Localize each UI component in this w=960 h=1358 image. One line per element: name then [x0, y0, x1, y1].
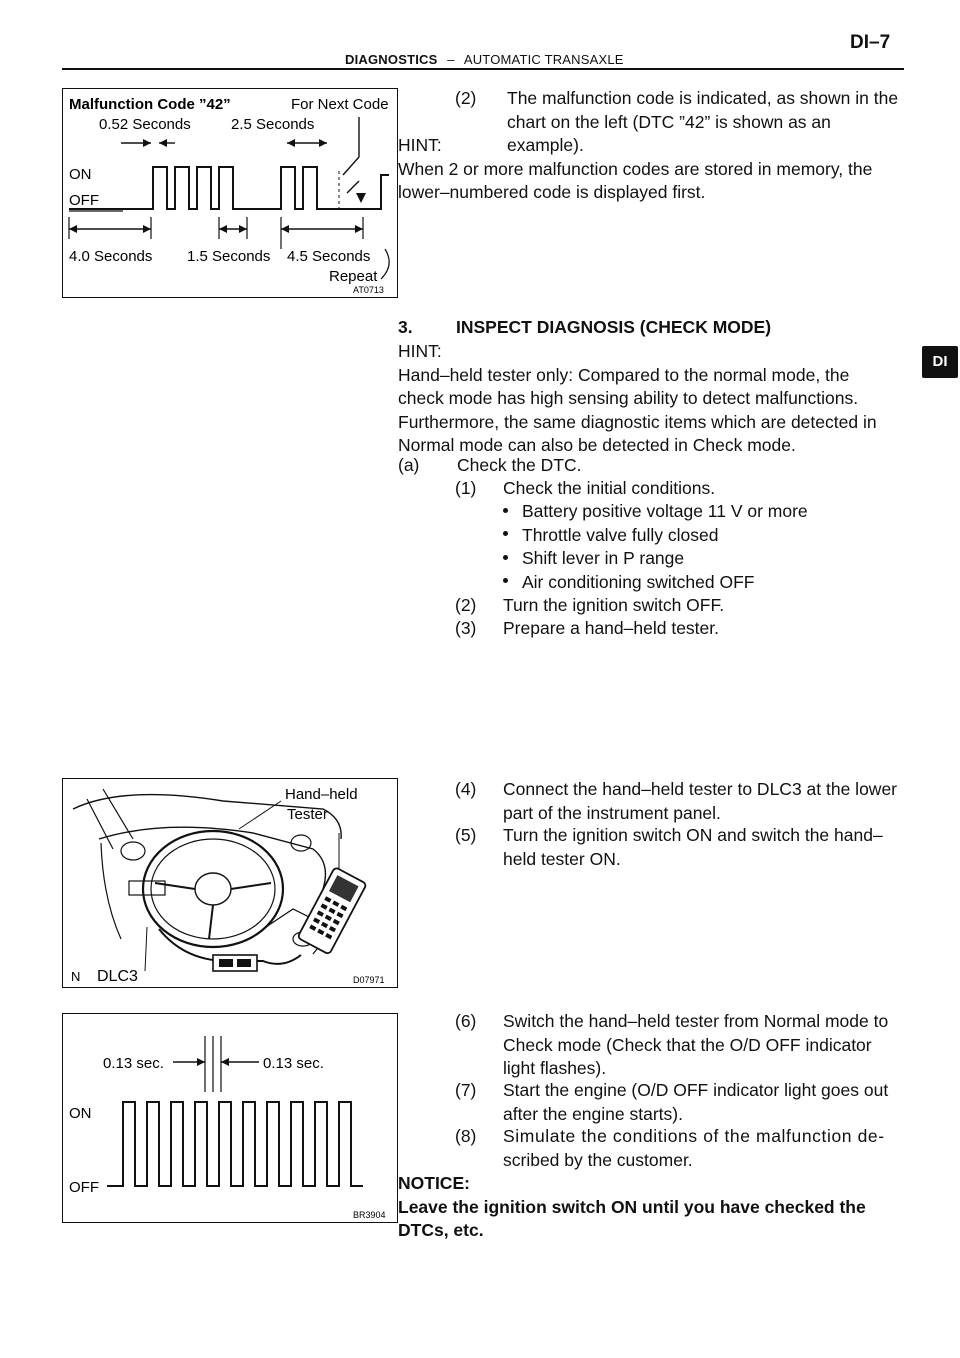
- fig3-right-sec: 0.13 sec.: [263, 1055, 324, 1072]
- hint-1-block: [398, 134, 910, 205]
- step-8: [455, 1125, 910, 1172]
- step-8-line2: scribed by the customer.: [503, 1149, 693, 1170]
- section-tab: DI: [922, 346, 958, 378]
- step-6-line2: Check mode (Check that the O/D OFF indicator: [503, 1034, 872, 1055]
- condition-list: [503, 500, 913, 594]
- fig3-code: BR3904: [353, 1210, 386, 1220]
- section-3-heading: [398, 316, 910, 340]
- step-5-number: (5): [455, 825, 477, 845]
- condition-battery-text: Battery positive voltage 11 V or more: [522, 501, 808, 521]
- section-3-number: 3.: [398, 317, 413, 337]
- step-3-number: (3): [455, 618, 477, 638]
- fig2-code: D07971: [353, 975, 385, 985]
- section-3-title: INSPECT DIAGNOSIS (CHECK MODE): [456, 317, 772, 337]
- fig2-tester-line1: Hand–held: [285, 786, 358, 803]
- hint-2-block: [398, 340, 910, 458]
- header-rule: [62, 68, 904, 70]
- step-7-number: (7): [455, 1080, 477, 1100]
- step-2b: [455, 594, 910, 618]
- step-6-line3: light flashes).: [503, 1058, 607, 1078]
- figure-dashboard-tester: [62, 778, 398, 988]
- fig1-repeat: Repeat: [329, 268, 378, 285]
- hint-2-line4: Normal mode can also be detected in Check mode.: [398, 435, 796, 455]
- notice-label: NOTICE:: [398, 1173, 470, 1193]
- step-5-line1: Turn the ignition switch ON and switch the hand–: [503, 825, 883, 845]
- bullet-icon: [503, 578, 508, 583]
- running-header: [345, 52, 624, 67]
- step-2-line1: The malfunction code is indicated, as shown in the: [507, 88, 899, 108]
- fig1-off-label: OFF: [69, 192, 99, 209]
- notice-block: [398, 1172, 910, 1243]
- fig1-signal-line: [69, 167, 389, 209]
- step-1-text: Check the initial conditions.: [503, 478, 716, 498]
- fig1-title: Malfunction Code ”42”: [69, 96, 231, 113]
- step-a-number: (a): [398, 455, 420, 475]
- step-1: [455, 477, 910, 501]
- condition-ac-text: Air conditioning switched OFF: [522, 571, 755, 592]
- step-4-number: (4): [455, 779, 477, 799]
- step-5: [455, 824, 910, 871]
- step-5-line2: held tester ON.: [503, 848, 621, 869]
- step-3: [455, 617, 910, 641]
- condition-item-throttle: [503, 524, 913, 548]
- condition-item-shift: [503, 547, 913, 571]
- condition-throttle-text: Throttle valve fully closed: [522, 524, 719, 545]
- hint-2-label: HINT:: [398, 341, 442, 361]
- step-2b-number: (2): [455, 595, 477, 615]
- step-8-number: (8): [455, 1126, 477, 1146]
- hint-2-line3: Furthermore, the same diagnostic items which are detected in: [398, 411, 877, 432]
- condition-item-battery: [503, 500, 913, 524]
- step-6-number: (6): [455, 1011, 477, 1031]
- fig1-next-code: For Next Code: [291, 96, 389, 113]
- hint-2-line1: Hand–held tester only: Compared to the normal mode, the: [398, 364, 850, 385]
- notice-line2: DTCs, etc.: [398, 1220, 484, 1240]
- figure-check-mode-blink: [62, 1013, 398, 1223]
- step-7-line1: Start the engine (O/D OFF indicator light goes out: [503, 1080, 889, 1100]
- step-2b-text: Turn the ignition switch OFF.: [503, 595, 725, 615]
- step-1-number: (1): [455, 478, 477, 498]
- step-4-line2: part of the instrument panel.: [503, 802, 721, 823]
- page-code: DI–7: [850, 32, 891, 53]
- section-title: DIAGNOSTICS: [345, 52, 438, 67]
- step-a-text: Check the DTC.: [457, 455, 582, 475]
- hint-2-line2: check mode has high sensing ability to detect malfunctions.: [398, 388, 859, 408]
- step-2-line2: chart on the left (DTC ”42” is shown as an example).: [507, 111, 831, 155]
- fig1-25-seconds: 2.5 Seconds: [231, 116, 315, 133]
- step-3-text: Prepare a hand–held tester.: [503, 618, 719, 638]
- bullet-icon: [503, 555, 508, 560]
- fig3-left-sec: 0.13 sec.: [103, 1055, 164, 1072]
- step-6: [455, 1010, 910, 1081]
- hint-1-line2: lower–numbered code is displayed first.: [398, 182, 706, 202]
- bullet-icon: [503, 531, 508, 536]
- subsection-title: AUTOMATIC TRANSAXLE: [463, 52, 624, 67]
- fig1-15-seconds: 1.5 Seconds: [187, 248, 271, 265]
- malfunction-code-waveform: [63, 89, 397, 297]
- fig1-45-seconds: 4.5 Seconds: [287, 248, 371, 265]
- fig2-tester-line2: Tester: [287, 806, 328, 823]
- hand-held-tester-icon: [297, 867, 366, 955]
- notice-line1: Leave the ignition switch ON until you have checked the: [398, 1196, 866, 1217]
- fig1-40-seconds: 4.0 Seconds: [69, 248, 153, 265]
- fig3-on-label: ON: [69, 1105, 92, 1122]
- header-dash: –: [447, 52, 455, 67]
- step-8-line1: Simulate the conditions of the malfunction de-: [503, 1126, 885, 1146]
- step-7-line2: after the engine starts).: [503, 1103, 683, 1124]
- step-7: [455, 1079, 910, 1126]
- fig1-code: AT0713: [353, 285, 384, 295]
- fig3-signal-line: [107, 1102, 363, 1186]
- step-2-number: (2): [455, 88, 477, 108]
- bullet-icon: [503, 508, 508, 513]
- dashboard-tester-illustration: [63, 779, 397, 987]
- fig1-052-seconds: 0.52 Seconds: [99, 116, 191, 133]
- fig2-dlc3-label: DLC3: [97, 968, 138, 985]
- step-6-line1: Switch the hand–held tester from Normal mode to: [503, 1011, 889, 1031]
- fig3-off-label: OFF: [69, 1179, 99, 1196]
- check-mode-waveform: [63, 1014, 397, 1222]
- step-a: [398, 454, 910, 478]
- hint-1-label: HINT:: [398, 135, 442, 155]
- fig2-n-label: N: [71, 969, 81, 984]
- step-4: [455, 778, 910, 825]
- condition-shift-text: Shift lever in P range: [522, 548, 685, 568]
- step-4-line1: Connect the hand–held tester to DLC3 at the lower: [503, 779, 897, 799]
- hint-1-line1: When 2 or more malfunction codes are stored in memory, the: [398, 158, 873, 179]
- fig1-on-label: ON: [69, 166, 92, 183]
- figure-malfunction-code-chart: [62, 88, 398, 298]
- condition-item-ac: [503, 571, 913, 595]
